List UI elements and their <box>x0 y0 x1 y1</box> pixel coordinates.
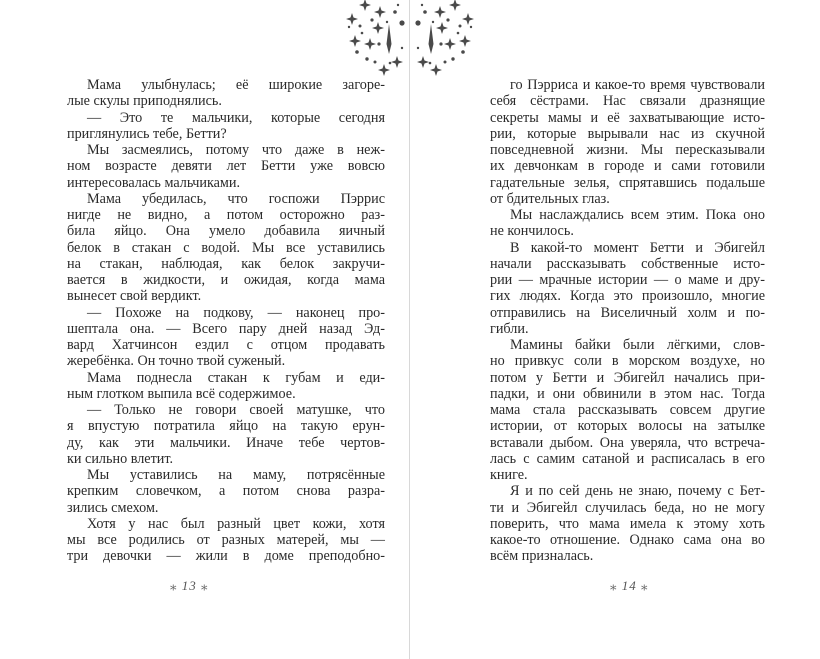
text-line: ду, как эти мальчики. Иначе тебе чертов- <box>67 434 385 451</box>
page-number-14 <box>610 578 649 594</box>
text-line: Мы наслаждались всем этим. Пока оно <box>510 207 765 223</box>
folio-star-icon: ⁎ <box>610 578 618 593</box>
text-line: Мама поднесла стакан к губам и еди- <box>87 369 385 386</box>
folio-star-icon: ⁎ <box>641 578 649 593</box>
text-line: какое-то отношение. Однако сама она во <box>490 532 765 548</box>
text-line: их девчонкам в городе и сами готовили <box>490 158 765 175</box>
text-line: жеребёнка. Он точно твой суженый. <box>67 353 286 370</box>
text-line: интересовалась мальчиками. <box>67 174 241 191</box>
text-line: — Похоже на подкову, — наконец про- <box>87 304 385 321</box>
text-line: Мамины байки были лёгкими, слов- <box>510 337 765 353</box>
text-line: вынесет свой вердикт. <box>67 288 202 305</box>
text-line: ки сильно влетит. <box>67 450 174 467</box>
text-line: падки, и они обвинили в этом нас. Тогда <box>490 385 765 402</box>
text-line: истории, от которых волосы на затылке <box>490 418 765 435</box>
text-line: мы все родились от разных матерей, мы — <box>67 532 385 548</box>
text-line: отправились на Виселичный холм и по- <box>490 304 765 321</box>
text-line: — Только не говори своей матушке, что <box>87 402 385 418</box>
page-number: 14 <box>621 578 637 593</box>
text-line: себя сёстрами. Нас связали дразнящие <box>490 93 765 110</box>
text-line: гадательные зелья, спрятавшись подальше <box>490 174 765 191</box>
text-line: приглянулись тебе, Бетти? <box>67 125 227 142</box>
page-number: 13 <box>181 578 197 593</box>
text-line: Мама улыбнулась; её широкие загоре- <box>87 77 385 93</box>
text-line: крепким словечком, а потом снова разра- <box>67 483 385 500</box>
folio-star-icon: ⁎ <box>170 578 178 593</box>
text-line: Мы уставились на маму, потрясённые <box>87 467 385 483</box>
text-line: Мама убедилась, что госпожи Пэррис <box>87 190 385 207</box>
star-ornament-icon <box>300 0 520 82</box>
text-line: зились смехом. <box>67 499 159 516</box>
text-line: лые скулы приподнялись. <box>67 93 222 110</box>
text-line: три девочки — жили в доме преподобно- <box>67 548 385 565</box>
left-page-text <box>67 77 385 565</box>
text-line: от бдительных глаз. <box>490 190 610 207</box>
text-line: всём призналась. <box>490 548 594 565</box>
text-line: ным глотком выпила всё содержимое. <box>67 385 296 402</box>
text-line: потом у Бетти и Эбигейл начались при- <box>490 369 765 386</box>
text-line: начали рассказывать собственные исто- <box>490 255 765 272</box>
text-line: гих людях. Когда это произошло, многие <box>490 288 765 305</box>
text-line: белок в стакан с водой. Мы все уставились <box>67 239 385 256</box>
text-line: била яйцо. Она умело добавила яичный <box>67 223 385 240</box>
text-line: Хотя у нас был разный цвет кожи, хотя <box>87 515 385 532</box>
text-line: но привкус соли в морском воздухе, но <box>490 353 765 370</box>
text-line: ти и Эбигейл случилась беда, но не могу <box>490 499 765 516</box>
page-gutter-divider <box>409 0 410 659</box>
text-line: вставали дыбом. Она уверяла, что встреча- <box>490 434 765 451</box>
text-line: го Пэрриса и какое-то время чувствовали <box>510 77 765 93</box>
text-line: нигде не видно, а потом осторожно раз- <box>67 207 385 223</box>
text-line: вард Хатчинсон ездил с отцом продавать <box>67 337 385 353</box>
text-line: мама стала рассказывать совсем другие <box>490 402 765 418</box>
text-line: гибли. <box>490 320 529 337</box>
text-line: В какой-то момент Бетти и Эбигейл <box>510 239 765 256</box>
text-line: книге. <box>490 467 528 483</box>
text-line: лась с самим сатаной и расписалась в его <box>490 450 765 467</box>
text-line: я впустую потратила яйцо на такую ерун- <box>67 418 385 435</box>
text-line: секреты мамы и её захватывающие исто- <box>490 109 765 126</box>
text-line: рии — мрачные истории — о маме и дру- <box>490 272 765 288</box>
text-line: повседневной жизни. Мы пересказывали <box>490 142 765 158</box>
text-line: Я и по сей день не знаю, почему с Бет- <box>510 483 765 500</box>
folio-star-icon: ⁎ <box>201 578 209 593</box>
text-line: — Это те мальчики, которые сегодня <box>87 109 385 126</box>
text-line: вается в жидкости, и ожидая, когда мама <box>67 272 385 288</box>
text-line: Мы засмеялись, потому что даже в неж- <box>87 142 385 158</box>
text-line: рии, которые вырывали нас из скучной <box>490 125 765 142</box>
text-line: не кончилось. <box>490 223 574 240</box>
text-line: поверить, что мама имела к этому хоть <box>490 515 765 532</box>
page-number-13 <box>170 578 209 594</box>
text-line: ном возрасте девяти лет Бетти уже вовсю <box>67 158 385 175</box>
text-line: на стакан, наблюдая, как белок закручи- <box>67 255 385 272</box>
right-page-text <box>490 77 765 565</box>
text-line: шептала она. — Всего пару дней назад Эд- <box>67 320 385 337</box>
